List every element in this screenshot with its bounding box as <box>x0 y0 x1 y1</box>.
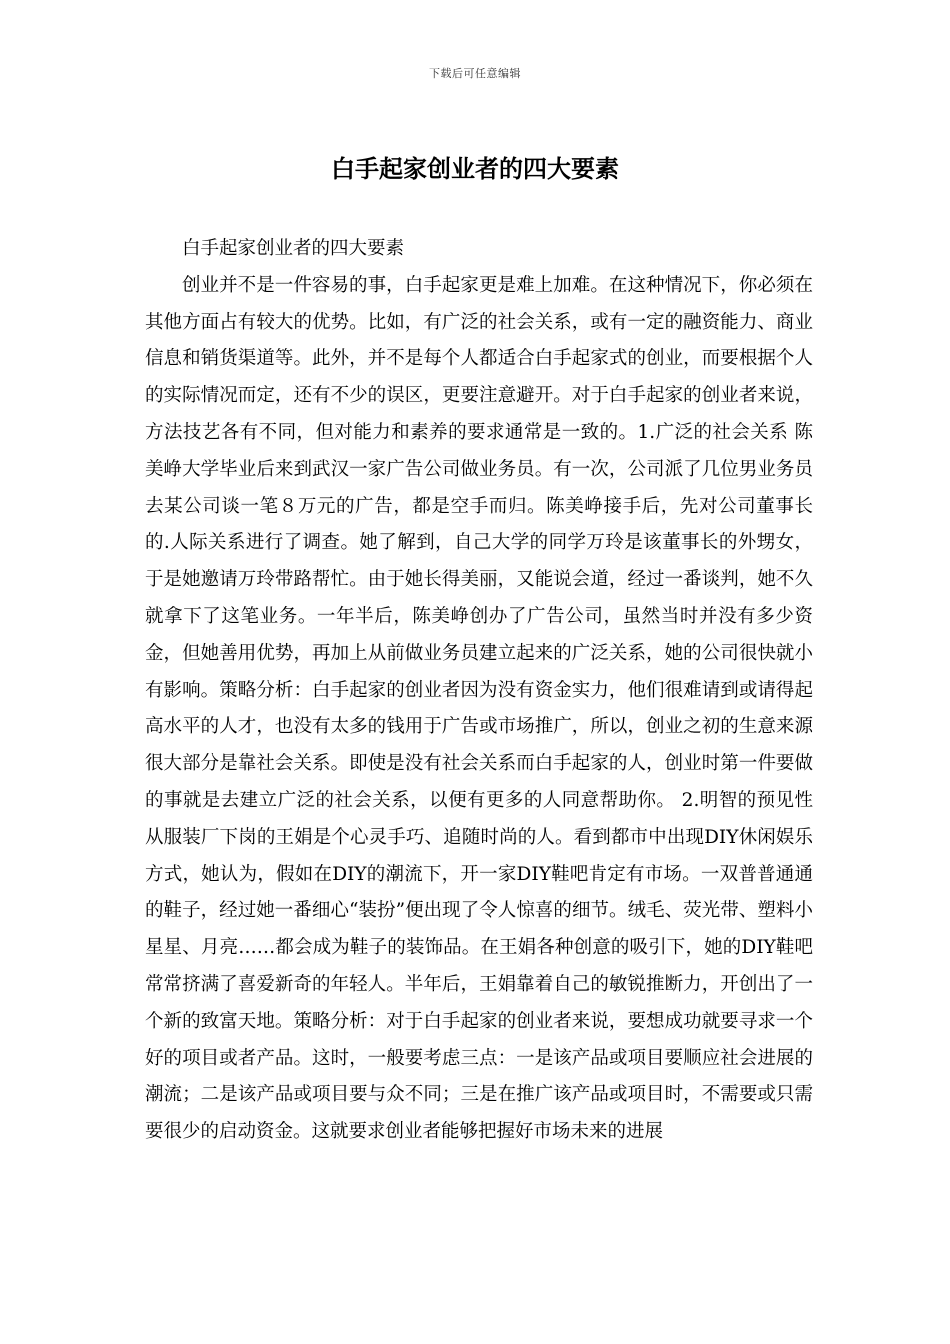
subtitle-paragraph: 白手起家创业者的四大要素 <box>182 238 405 259</box>
header-note: 下载后可任意编辑 <box>429 67 521 80</box>
document-body <box>145 231 813 1151</box>
document-title: 白手起家创业者的四大要素 <box>331 155 619 183</box>
body-paragraph: 创业并不是一件容易的事，白手起家更是难上加难。在这种情况下，你必须在其他方面占有较大的优势。比如，有广泛的社会关系，或有一定的融资能力、商业信息和销货渠道等。此外，并不是每个人都适合白手起家式的创业，而要根据个人的实际情况而定，还有不少的误区，更要注意避开。对于白手起家的创业者来说，方法技艺各有不同，但对能力和素养的要求通常是一致的。1.广泛的社会关系 陈美峥大学毕业后来到武汉一家广告公司做业务员。有一次，公司派了几位男业务员去某公司谈一笔８万元的广告，都是空手而归。陈美峥接手后，先对公司董事长的.人际关系进行了调查。她了解到，自己大学的同学万玲是该董事长的外甥女，于是她邀请万玲带路帮忙。由于她长得美丽，又能说会道，经过一番谈判，她不久就拿下了这笔业务。一年半后，陈美峥创办了广告公司，虽然当时并没有多少资金，但她善用优势，再加上从前做业务员建立起来的广泛关系，她的公司很快就小有影响。策略分析：白手起家的创业者因为没有资金实力，他们很难请到或请得起高水平的人才，也没有太多的钱用于广告或市场推广，所以，创业之初的生意来源很大部分是靠社会关系。即使是没有社会关系而白手起家的人，创业时第一件要做的事就是去建立广泛的社会关系，以便有更多的人同意帮助你。 2.明智的预见性 从服装厂下岗的王娟是个心灵手巧、追随时尚的人。看到都市中出现DIY休闲娱乐方式，她认为，假如在DIY的潮流下，开一家DIY鞋吧肯定有市场。一双普普通通的鞋子，经过她一番细心“装扮”便出现了令人惊喜的细节。绒毛、荧光带、塑料小星星、月亮……都会成为鞋子的装饰品。在王娟各种创意的吸引下，她的DIY鞋吧常常挤满了喜爱新奇的年轻人。半年后，王娟靠着自己的敏锐推断力，开创出了一个新的致富天地。策略分析：对于白手起家的创业者来说，要想成功就要寻求一个好的项目或者产品。这时，一般要考虑三点：一是该产品或项目要顺应社会进展的潮流；二是该产品或项目要与众不同；三是在推广该产品或项目时，不需要或只需要很少的启动资金。这就要求创业者能够把握好市场未来的进展 <box>145 274 813 1143</box>
